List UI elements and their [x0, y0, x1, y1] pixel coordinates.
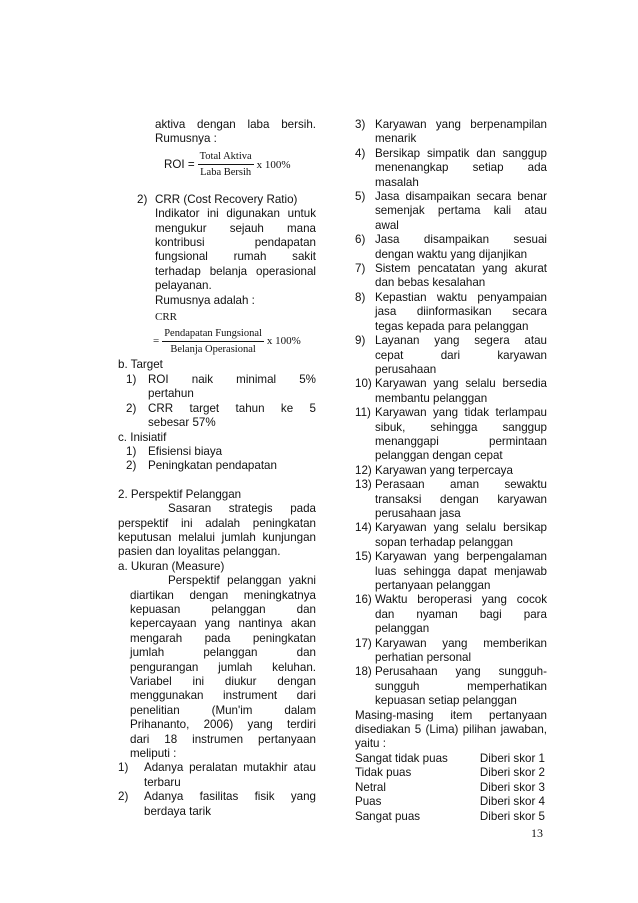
- instrument-item-line: Karyawan yang terpercaya: [375, 463, 513, 477]
- instrument-item-line: masalah: [375, 175, 419, 189]
- perspektif-line: keputusan melalui jumlah kunjungan: [118, 530, 316, 544]
- score-label: Sangat tidak puas: [355, 751, 448, 765]
- instrument-item-line: sibuk, sehingga sanggup: [375, 420, 547, 434]
- inisiatif-item: [126, 445, 316, 459]
- crr-line: mengukur sejauh mana: [155, 221, 316, 235]
- instrument-item-line: menenangkap setiap ada: [375, 161, 547, 175]
- perspektif-line: Sasaran strategis pada: [168, 502, 316, 516]
- score-value: Diberi skor 2: [479, 766, 545, 780]
- instrument-item-line: membantu pelanggan: [375, 391, 488, 405]
- instrument-item-line: Karyawan yang memberikan: [375, 636, 547, 650]
- score-value: Diberi skor 4: [479, 795, 545, 809]
- target-item-line: sebesar 57%: [148, 416, 216, 430]
- instrument-item-line: Perasaan aman sewaktu: [375, 478, 547, 492]
- ukuran-line: dari 18 instrumen pertanyaan: [130, 732, 316, 746]
- crr-numerator: Pendapatan Fungsional: [162, 327, 264, 342]
- score-value: Diberi skor 5: [479, 809, 545, 823]
- inisiatif-item-text: Efisiensi biaya: [148, 444, 223, 458]
- instrument-item-line: Waktu beroperasi yang cocok: [375, 593, 547, 607]
- instrument-item-number: 7): [355, 262, 366, 276]
- instrument-item: [355, 118, 547, 147]
- instrument-item: [355, 377, 547, 406]
- crr-equals: =: [153, 335, 160, 348]
- inisiatif-item: [126, 459, 316, 473]
- instrument-item-number: 12): [355, 463, 372, 477]
- perspektif-line: pasien dan loyalitas pelanggan.: [118, 545, 281, 559]
- ukuran-line: Variabel ini diukur dengan: [130, 675, 316, 688]
- instrument-item-line: perhatian personal: [375, 651, 472, 665]
- instrument-item-number: 11): [355, 406, 371, 420]
- instrument-item: [118, 761, 316, 790]
- ukuran-line: jumlah pelanggan dan: [130, 646, 316, 660]
- closing-line: disediakan 5 (Lima) pilihan jawaban,: [355, 723, 547, 737]
- instrument-item-line: kepuasan setiap pelanggan: [375, 694, 517, 708]
- instrument-item-line: luas sehingga dapat menjawab: [375, 564, 547, 578]
- instrument-item-number: 18): [355, 665, 372, 679]
- instrument-item-line: tegas kepada para pelanggan: [375, 319, 529, 333]
- instrument-item-number: 17): [355, 636, 372, 650]
- instrument-item-line: berdaya tarik: [144, 804, 212, 818]
- instrument-item-line: awal: [375, 218, 399, 232]
- target-item: [126, 373, 316, 402]
- score-label: Netral: [355, 780, 386, 794]
- target-item-number: 1): [126, 372, 137, 386]
- inisiatif-heading: c. Inisiatif: [118, 430, 167, 444]
- instrument-item-line: cepat dari karyawan: [375, 348, 547, 362]
- instrument-item: [355, 190, 547, 233]
- instrument-item: [355, 665, 547, 708]
- instrument-item-number: 2): [118, 790, 129, 804]
- instrument-item: [355, 550, 547, 593]
- instrument-item-line: sungguh memperhatikan: [375, 679, 547, 693]
- instrument-item: [355, 147, 547, 190]
- crr-label: CRR: [155, 311, 178, 324]
- crr-formula: [153, 324, 316, 358]
- instrument-item-number: 10): [355, 377, 372, 391]
- instrument-item-line: Adanya fasilitas fisik yang: [144, 790, 316, 804]
- crr-line: Indikator ini digunakan untuk: [155, 207, 316, 221]
- ukuran-line: menggunakan instrument dari: [130, 689, 316, 703]
- ukuran-line: kepuasan pelanggan dan: [130, 602, 316, 616]
- target-item-line: CRR target tahun ke 5: [148, 401, 316, 415]
- instrument-item-line: menanggapi permintaan: [375, 434, 547, 448]
- instrument-item-line: menarik: [375, 132, 417, 146]
- instrument-item-line: Karyawan yang selalu bersedia: [375, 377, 547, 391]
- target-item: [126, 402, 316, 431]
- instrument-item-line: Kepastian waktu penyampaian: [375, 290, 547, 304]
- score-value: Diberi skor 1: [479, 751, 545, 765]
- instrument-item: [355, 593, 547, 636]
- instrument-list: [355, 118, 547, 709]
- instrument-item-line: dan nyaman bagi para: [375, 607, 547, 621]
- instrument-item-number: 14): [355, 521, 372, 535]
- crr-multiplier: x 100%: [266, 335, 301, 348]
- crr-denominator: Belanja Operasional: [170, 343, 256, 355]
- roi-intro-line: Rumusnya :: [155, 132, 217, 146]
- instrument-item-line: Adanya peralatan mutakhir atau: [144, 761, 316, 775]
- ukuran-line: pengurangan jumlah keluhan.: [130, 660, 316, 674]
- instrument-item-line: jasa diinformasikan secara: [375, 305, 547, 319]
- instrument-item: [355, 291, 547, 334]
- ukuran-line: kepercayaan yang nantinya akan: [130, 617, 316, 631]
- perspektif-line: perspektif ini adalah peningkatan: [118, 516, 316, 530]
- instrument-item-line: sopan terhadap pelanggan: [375, 535, 513, 549]
- instrument-item: [355, 262, 547, 291]
- roi-label: ROI =: [164, 158, 195, 172]
- score-row: [355, 795, 545, 809]
- crr-fraction: [162, 327, 264, 356]
- roi-denominator: Laba Bersih: [200, 167, 252, 179]
- instrument-item-line: Karyawan yang tidak terlampau: [375, 406, 547, 420]
- target-item-number: 2): [126, 401, 137, 415]
- score-table: [355, 752, 547, 824]
- instrument-item-line: Perusahaan yang sungguh-: [375, 665, 547, 679]
- inisiatif-item-number: 2): [126, 459, 137, 473]
- ukuran-line: mengarah pada peningkatan: [130, 631, 316, 645]
- instrument-item-line: pelanggan: [375, 622, 430, 636]
- ukuran-body: [130, 574, 316, 761]
- inisiatif-item-text: Peningkatan pendapatan: [148, 459, 277, 473]
- instrument-item-number: 5): [355, 190, 366, 204]
- crr-line: pelayanan.: [155, 279, 212, 293]
- instrument-item: [118, 790, 316, 819]
- score-label: Tidak puas: [355, 766, 412, 780]
- instrument-item-number: 13): [355, 478, 372, 492]
- instrument-item-line: dan bebas kesalahan: [375, 276, 486, 290]
- right-column: [355, 118, 547, 824]
- perspektif-heading: 2. Perspektif Pelanggan: [118, 487, 242, 501]
- instrument-item-number: 16): [355, 593, 372, 607]
- roi-formula: [164, 147, 316, 183]
- page-number: 13: [531, 826, 543, 840]
- instrument-item-line: Jasa disampaikan secara benar: [375, 190, 547, 204]
- instrument-item: [355, 406, 547, 464]
- roi-block: [155, 118, 316, 183]
- instrument-item-line: transaksi dengan karyawan: [375, 492, 547, 506]
- ukuran-line: Prihananto, 2006) yang terdiri: [130, 718, 316, 732]
- instrument-item-line: Karyawan yang selalu bersikap: [375, 521, 547, 535]
- score-label: Puas: [355, 795, 382, 809]
- instrument-item-number: 8): [355, 290, 366, 304]
- left-column: [118, 118, 316, 819]
- crr-item-number: 2): [137, 192, 148, 206]
- inisiatif-item-number: 1): [126, 444, 137, 458]
- score-row: [355, 781, 545, 795]
- ukuran-line: meliputi :: [130, 747, 177, 761]
- instrument-item: [355, 233, 547, 262]
- target-heading: b. Target: [118, 358, 163, 372]
- instrument-item-line: Jasa disampaikan sesuai: [375, 233, 547, 247]
- instrument-item-line: Layanan yang segera atau: [375, 334, 547, 348]
- target-item-line: ROI naik minimal 5%: [148, 372, 316, 386]
- instrument-item-line: dengan waktu yang dijanjikan: [375, 247, 528, 261]
- ukuran-line: penelitian (Mun'im dalam: [130, 703, 316, 717]
- score-row: [355, 810, 545, 824]
- roi-numerator: Total Aktiva: [198, 150, 254, 165]
- instrument-item-number: 1): [118, 761, 129, 775]
- roi-intro-line: aktiva dengan laba bersih.: [155, 118, 316, 131]
- closing-line: Masing-masing item pertanyaan: [355, 708, 547, 722]
- score-value: Diberi skor 3: [479, 780, 545, 794]
- score-row: [355, 752, 545, 766]
- ukuran-line: diartikan dengan meningkatnya: [130, 588, 316, 602]
- crr-line: kontribusi pendapatan: [155, 236, 316, 250]
- instrument-item-line: perusahaan jasa: [375, 506, 461, 520]
- instrument-item-line: Karyawan yang berpenampilan: [375, 118, 547, 131]
- instrument-item-line: terbaru: [144, 775, 181, 789]
- instrument-item-line: pertanyaan pelanggan: [375, 579, 491, 592]
- instrument-item-number: 6): [355, 233, 366, 247]
- instrument-item-line: Karyawan yang berpengalaman: [375, 550, 547, 564]
- instrument-item-number: 3): [355, 118, 366, 131]
- crr-line: terhadap belanja operasional: [155, 264, 316, 278]
- roi-multiplier: x 100%: [256, 158, 291, 171]
- crr-line: fungsional rumah sakit: [155, 250, 316, 264]
- crr-block: [137, 193, 316, 359]
- crr-formula-intro: Rumusnya adalah :: [155, 293, 255, 307]
- target-item-line: pertahun: [148, 387, 194, 401]
- instrument-item-number: 9): [355, 334, 366, 348]
- instrument-item: [355, 464, 547, 478]
- instrument-item-number: 4): [355, 146, 366, 160]
- ukuran-heading: a. Ukuran (Measure): [118, 559, 225, 573]
- score-row: [355, 766, 545, 780]
- instrument-item-line: semenjak pertama kali atau: [375, 204, 547, 218]
- instrument-item-line: pelanggan dengan cepat: [375, 449, 503, 463]
- score-label: Sangat puas: [355, 809, 421, 823]
- closing-line: yaitu :: [355, 737, 386, 751]
- instrument-item-line: Bersikap simpatik dan sanggup: [375, 146, 547, 160]
- instrument-item-number: 15): [355, 550, 372, 564]
- instrument-item-line: perusahaan: [375, 362, 437, 376]
- instrument-item: [355, 637, 547, 666]
- ukuran-line: Perspektif pelanggan yakni: [168, 574, 316, 588]
- instrument-item: [355, 521, 547, 550]
- crr-title: CRR (Cost Recovery Ratio): [155, 192, 298, 206]
- instrument-item-line: Sistem pencatatan yang akurat: [375, 262, 547, 276]
- instrument-item: [355, 334, 547, 377]
- roi-fraction: [198, 150, 254, 179]
- instrument-item: [355, 478, 547, 521]
